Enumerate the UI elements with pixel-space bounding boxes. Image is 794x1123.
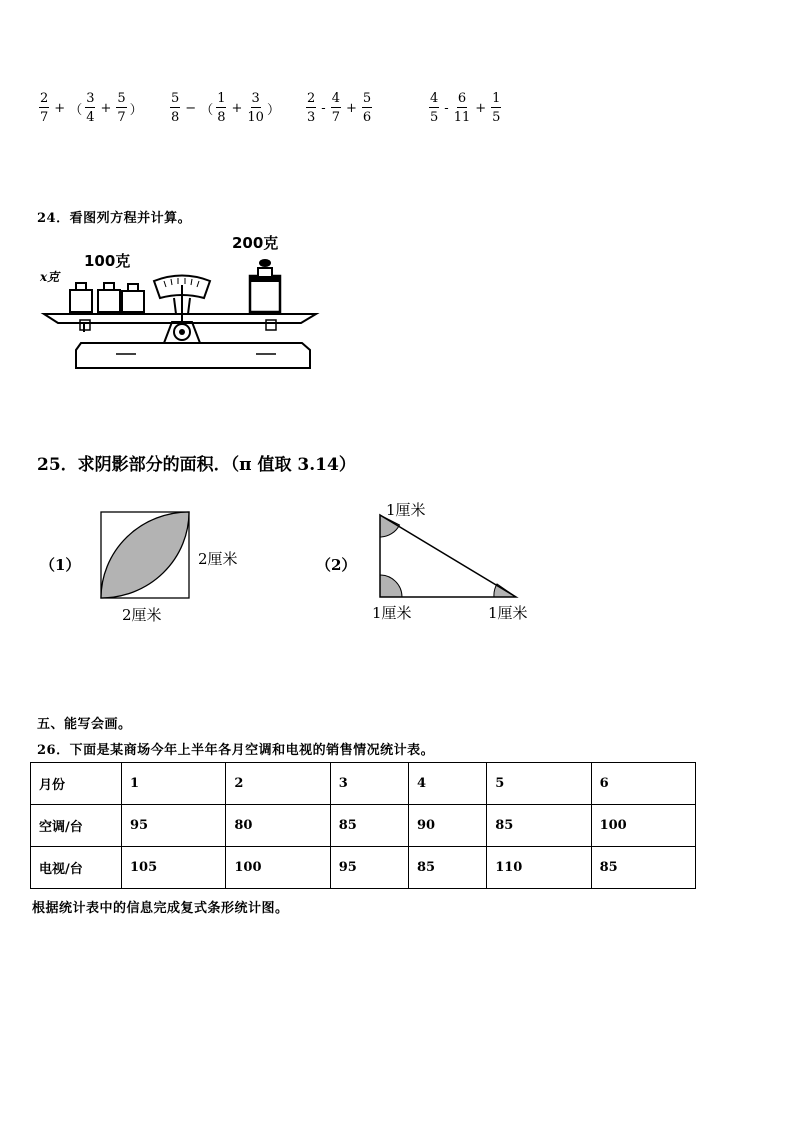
fraction: $\frac{1}{8}$ xyxy=(217,91,226,125)
table-cell: 6 xyxy=(591,763,695,805)
table-cell: 月份 xyxy=(31,763,122,805)
fraction: $\frac{5}{8}$ xyxy=(171,91,180,125)
table-cell: 1 xyxy=(122,763,226,805)
operator: + xyxy=(475,100,487,116)
paren: ） xyxy=(266,102,280,118)
operator: - xyxy=(444,100,449,116)
fraction: $\frac{3}{4}$ xyxy=(86,91,95,125)
fraction: $\frac{2}{7}$ xyxy=(40,91,49,125)
table-cell: 85 xyxy=(330,805,408,847)
100g-label: 100克 xyxy=(84,252,131,270)
table-cell: 空调/台 xyxy=(31,805,122,847)
figure-2-label: （2） xyxy=(316,556,357,574)
expression-3 xyxy=(304,88,374,128)
operator: − xyxy=(185,100,197,116)
table-cell: 电视/台 xyxy=(31,847,122,889)
table-cell: 85 xyxy=(408,847,486,889)
table-row xyxy=(31,763,696,805)
table-cell: 4 xyxy=(408,763,486,805)
table-cell: 100 xyxy=(591,805,695,847)
operator: + xyxy=(345,100,357,116)
table-cell: 95 xyxy=(122,805,226,847)
question-24-title: 24．看图列方程并计算。 xyxy=(37,211,192,226)
table-cell: 85 xyxy=(487,805,591,847)
table-cell: 90 xyxy=(408,805,486,847)
table-cell: 5 xyxy=(487,763,591,805)
operator: - xyxy=(321,100,326,116)
table-cell: 95 xyxy=(330,847,408,889)
question-26-title: 26．下面是某商场今年上半年各月空调和电视的销售情况统计表。 xyxy=(37,743,435,758)
fraction: $\frac{1}{5}$ xyxy=(492,91,501,125)
x-gram-label: x克 xyxy=(40,270,60,284)
table-cell: 2 xyxy=(226,763,330,805)
fraction: $\frac{3}{10}$ xyxy=(247,91,264,125)
table-row xyxy=(31,805,696,847)
table-cell: 105 xyxy=(122,847,226,889)
right-triangle-figure xyxy=(376,513,520,601)
table-cell: 3 xyxy=(330,763,408,805)
200g-label: 200克 xyxy=(232,234,279,252)
table-row xyxy=(31,847,696,889)
table-cell: 85 xyxy=(591,847,695,889)
fraction: $\frac{5}{7}$ xyxy=(117,91,126,125)
figure-1-label: （1） xyxy=(40,556,81,574)
table-cell: 80 xyxy=(226,805,330,847)
fraction: $\frac{2}{3}$ xyxy=(307,91,316,125)
fraction: $\frac{6}{11}$ xyxy=(453,91,471,125)
expression-1 xyxy=(37,88,144,128)
operator: + xyxy=(231,100,243,116)
fraction: $\frac{5}{6}$ xyxy=(362,91,372,125)
table-cell: 110 xyxy=(487,847,591,889)
paren: ） xyxy=(129,102,143,118)
square-bottom-label: 2厘米 xyxy=(122,606,162,624)
table-cell: 100 xyxy=(226,847,330,889)
fraction: $\frac{4}{7}$ xyxy=(331,91,340,125)
operator: + xyxy=(54,100,66,116)
triangle-right-label: 1厘米 xyxy=(488,604,528,622)
triangle-left-label: 1厘米 xyxy=(372,604,412,622)
fraction: $\frac{4}{5}$ xyxy=(430,91,439,125)
operator: + xyxy=(100,100,112,116)
triangle-top-label: 1厘米 xyxy=(386,501,426,519)
section-5-title: 五、能写会画。 xyxy=(37,717,132,732)
balance-scale-figure xyxy=(36,230,326,375)
question-25-title: 25．求阴影部分的面积．（π 值取 3.14） xyxy=(37,455,356,475)
expression-4 xyxy=(427,88,503,128)
paren: （ xyxy=(200,102,214,118)
expression-2 xyxy=(168,88,281,128)
square-leaf-figure xyxy=(100,511,192,601)
paren: （ xyxy=(69,102,83,118)
question-26-note: 根据统计表中的信息完成复式条形统计图。 xyxy=(32,901,289,916)
sales-stats-table xyxy=(30,762,696,889)
square-side-label: 2厘米 xyxy=(198,550,238,568)
